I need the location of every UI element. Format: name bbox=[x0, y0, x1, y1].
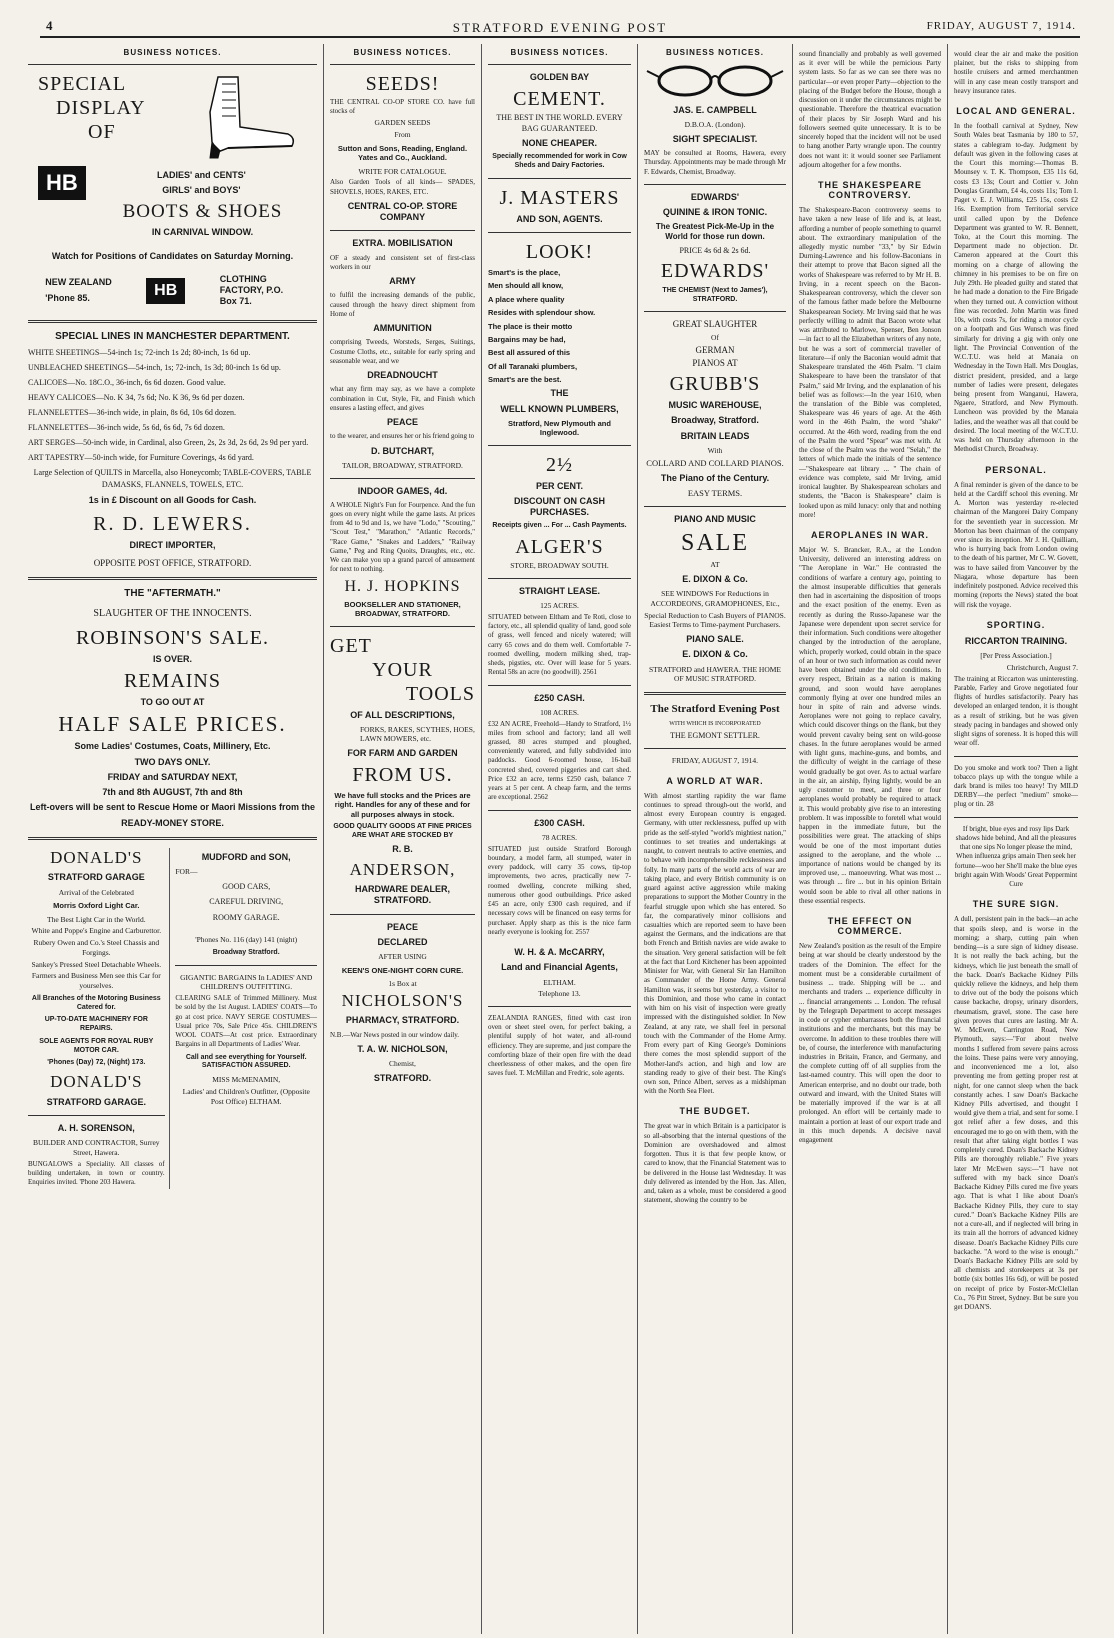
eltham: ELTHAM. bbox=[543, 977, 576, 987]
direct-importer: DIRECT IMPORTER, bbox=[129, 540, 216, 551]
mudford-ad bbox=[175, 848, 317, 1189]
sporting-title: SPORTING. bbox=[986, 619, 1046, 630]
discount: DISCOUNT ON CASH PURCHASES. bbox=[513, 495, 605, 518]
write-catalogue: WRITE FOR CATALOGUE. bbox=[358, 166, 447, 176]
two-days: TWO DAYS ONLY. bbox=[134, 756, 211, 767]
tool-list: FORKS, RAKES, SCYTHES, HOES, LAWN MOWERS, etc. bbox=[360, 724, 475, 744]
garden-seeds: GARDEN SEEDS bbox=[374, 118, 431, 128]
algers: ALGER'S bbox=[515, 536, 604, 559]
donalds-title-2: DONALD'S bbox=[50, 1072, 143, 1092]
go-out: TO GO OUT AT bbox=[140, 696, 205, 707]
masthead bbox=[40, 18, 1080, 38]
home-music: STRATFORD and HAWERA. THE HOME OF MUSIC STRATFORD. bbox=[649, 664, 781, 684]
column-3 bbox=[482, 44, 638, 1634]
girls-boys: GIRLS' and BOYS' bbox=[162, 185, 241, 196]
edwards-2: EDWARDS' bbox=[660, 259, 770, 282]
personal-title: PERSONAL. bbox=[985, 464, 1047, 475]
anderson: ANDERSON, bbox=[349, 859, 456, 879]
get: GET bbox=[330, 634, 372, 657]
dboa: D.B.O.A. (London). bbox=[684, 120, 746, 130]
verse-ad: If bright, blue eyes and rosy lips Dark shadows hide behind, And all the pleasures that one sips No longer please the mind, When influenza grips amain Then seek her fortune—woo her She'll make the blue eyes bright again With Woods' Great Peppermint Cure bbox=[954, 824, 1078, 889]
divider bbox=[644, 748, 786, 749]
carnival-window: IN CARNIVAL WINDOW. bbox=[151, 227, 254, 238]
world-text: With almost startling rapidity the war flame continues to spread through-out the world, and almost every European country is engaged. Germany, with utter recklessness, puffed up with pride as the self-styled "world's mightiest nation," continues to set treaties and undertakings at naught, to convert neutrals to active enemies, and to behave with incomprehensible recklessness and folly. In many parts of the world acts of war are taking place, and every British community is on guard against active aggression while making preparations to support the Mother Country in the fearful struggle upon which she has entered. So far, the comparatively minor collisions and casualties which are reported seem to have been against the Germans, and the indications are that both French and British navies are wide awake to the situation. Very general satisfaction will be felt at the fact that Lord Kitchener has been appointed Minister for War, with General Sir Ian Hamilton as Commander of the Home Army. General Hamilton was, it seems but yesterday, a visitor to this Dominion, and those who came in contact with him on his visit of inspection were greatly impressed with the distinguished soldier. In New Zealand, at any rate, we shall feel in personal touch with the Commander of the Home Army. From every part of King George's Dominions there comes the most splendid support of the Mother-land's action, and high and low are standing ready to give of their best. The King's own son, Prince Albert, serves as a midshipman with the North Sea Fleet. bbox=[644, 791, 786, 1096]
friday-sat: FRIDAY and SATURDAY NEXT, bbox=[107, 771, 238, 782]
acrostic-line: A place where quality bbox=[488, 294, 565, 304]
issue-date: FRIDAY, AUGUST 7, 1914. bbox=[926, 20, 1076, 32]
grubbs: GRUBB'S bbox=[669, 373, 761, 396]
son-agents: AND SON, AGENTS. bbox=[516, 213, 603, 224]
commerce-continued: would clear the air and make the position plainer, but the risks to shipping from hostile cruisers and armed merchantmen will in any case mean costly transport and heavy insurance rates. bbox=[954, 50, 1078, 95]
sight-text: MAY be consulted at Rooms, Hawera, every Thursday. Appointments may be made through Mr F. Edwards, Chemist, Broadway. bbox=[644, 149, 786, 176]
army-text-2: to fulfil the increasing demands of the public, caused through the heavy direct shipment from Home of bbox=[330, 291, 475, 318]
divider bbox=[644, 184, 786, 185]
britain-leads: BRITAIN LEADS bbox=[680, 430, 750, 441]
editorial-date: FRIDAY, AUGUST 7, 1914. bbox=[671, 755, 759, 765]
cash-250: £250 CASH. bbox=[534, 692, 585, 703]
hb-logo: HB bbox=[38, 166, 86, 200]
outfitter: Ladies' and Children's Outfitter, (Opposite Post Office) ELTHAM. bbox=[182, 1086, 310, 1106]
land-agents: Land and Financial Agents, bbox=[501, 962, 618, 973]
mccarry: W. H. & A. McCARRY, bbox=[514, 947, 605, 957]
aeroplanes-text: Major W. S. Brancker, R.A., at the London University, delivered an interesting address on "The Aeroplane in War." He contrasted the conditions of warfare a century ago, pointing to the almost insuperable difficulties that generals then had in ascertaining the disposition of troops and the exact position of the enemy. Even as recently as during the Russo-Japanese war the Japanese were dependent upon secret service for their information. Such conditions were altogether changed by the introduction of the aeroplane, which, properly worked, could obtain in the space of an hour or two such information as could never have been obtained under the old conditions. In every respect, Britain as a nation is making ground, and soon would have aeroplanes commonly flying at over one hundred miles an hour in spite of rain and adverse winds. Aeroplanes were not going to replace cavalry, which could discover things on the flank, but they would prevent cavalry being sent on wild-goose chases. In the future aeroplanes would be armed with light guns, machine-guns, and bombs, and the difficulty of weight in the carriage of these would gradually be got over. As to actual warfare in the air, an airship, flying lightly, would be an ugly customer to meet, and three or four aeroplanes would probably be required to attack it. This would probably give rise to an interesting problem. It was impossible to foretell what would happen in the immediate future, but the possibilities were great. The attacking of ships would be one of the most important duties assigned to the aeroplane, and the whole ... importance of nations would be changed by its improved use, ... manoeuvring. What was most ... was through ... fire ... but in his opinion Britain would soon be able to rival all other nations in these essential respects. bbox=[799, 546, 941, 905]
column-6 bbox=[948, 44, 1084, 1634]
column-2 bbox=[324, 44, 482, 1634]
ready-money: READY-MONEY STORE. bbox=[121, 817, 224, 828]
lewers-name: R. D. LEWERS. bbox=[93, 513, 252, 536]
mcmenamin: MISS McMENAMIN, bbox=[212, 1075, 281, 1084]
spectacles-icon bbox=[645, 61, 785, 101]
sure-sign-text: A dull, persistent pain in the back—an ache that spoils sleep, and is worse in the morning; a sharp, cutting pain when bending—is a sure sign of kidney disease. It is not really the back aching, but the kidneys, which lie just beneath the small of the back. Doan's Backache Kidney Pills quickly relieve the kidneys, and help them to drive out of the body the poisons which cause backache, dropsy, urinary disorders, rheumatism, gravel, stone. The case here given proves that cures are lasting. Mr A. W. McEwen, Carrington Road, New Plymouth, says:—"For about twelve months I suffered from severe pains across the loins. These pains were very annoying, and inconvenienced me a lot, also preventing me from getting proper rest at night, for one cannot sleep when the back constantly aches. I saw Doan's Backache Kidney Pills advertised, and thought I would give them a trial, and sent for some. I got relief after a few doses, and this encouraged me to go on with them, with the result that after taking eight bottles I was completely cured. Doan's Backache Kidney Pills are thoroughly reliable." Five years later Mr McEwen says:—"I have not suffered with my back since Doan's Backache Kidney Pills cured me five years ago. That is what I like about Doan's Backache Kidney Pills, they cure to stay cured." Doan's Backache Kidney Pills are not a cure-all, and if neglected will bring in its train all the horrors of advanced kidney disease. Doan's Backache Kidney Pills cure backache. "A word to the wise is enough." Doan's Backache Kidney Pills are sold by all chemists and storekeepers at 3s per bottle (six bottles 16s 6d), or will be posted on receipt of price by Foster-McClellan Co., 76 Pitt Street, Sydney. But be sure you get DOAN'S. bbox=[954, 915, 1078, 1312]
bottom-ads bbox=[28, 848, 317, 1189]
list-item: FLANNELETTES—36-inch wide, 5s 6d, 6s 6d, 7s 6d dozen. bbox=[28, 423, 225, 433]
divider bbox=[488, 178, 631, 179]
ammunition: AMMUNITION bbox=[373, 323, 432, 334]
divider bbox=[330, 64, 475, 65]
mudford-item: GOOD CARS, bbox=[222, 881, 271, 891]
divider bbox=[28, 577, 317, 580]
aeroplanes-title: AEROPLANES IN WAR. bbox=[810, 530, 929, 541]
shakespeare-text: The Shakespeare-Bacon controversy seems to have taken a new lease of life and is, at least, affording a number of people something to quarrel about. The extraordinary manipulation of the allegedly mystic number "33," by Sir Edwin Durning-Lawrence and his follow-Baconians in their attempt to prove that Bacon signed all the works of Shakespeare was referred to by Mr H. B. Irving, in a recent speech on the Bacon-Shakespearean controversy, which the clever son of the famous father made before the Melbourne Shakespearean Society. Mr Irving said that he was perfectly willing to admit that Bacon wrote what was attributed to Marlowe, Spenser, Ben Jonson—in fact to all the Elizabethan writers of any note, but he was a sort of commercial traveller of literature—if only the Baconian would admit that Shakespeare translated the 46th Psalm. "I claim Shakespeare to have been the translator of that Psalm," said Mr Irving, and the explanation of his belief was as follows:—In the year 1610, when the translation of the Bible was completed, Shakespeare was 46 years of age. At the 46th word in the 46th Psalm, the word "shake" occurred. At the 46th word, reading from the end of the Psalm the word "Spear" was met with. At the close of the Psalm was the word "Selah," the letters of which made the initials of the sentence—"Shakespeare eat library ... " The chain of evidence was complete, said Mr Irving, amid ironical laughter. By Shakespearean scholars and students, the "Bacon is Shakespeare" claim is looked upon as mild lunacy: only that and nothing more! bbox=[799, 206, 941, 519]
clothing-factory: CLOTHING FACTORY, P.O. Box 71. bbox=[219, 273, 284, 307]
box: 1s Box at bbox=[388, 979, 417, 989]
peace-text: to the wearer, and ensures her or his friend going to bbox=[330, 432, 475, 441]
golden-bay: GOLDEN BAY bbox=[529, 72, 590, 82]
divider bbox=[330, 626, 475, 627]
list-item: ART TAPESTRY—50-inch wide, for Furniture Coverings, 4s 6d yard. bbox=[28, 453, 254, 463]
bookseller: BOOKSELLER AND STATIONER, BROADWAY, STRATFORD. bbox=[344, 599, 461, 619]
divider bbox=[488, 685, 631, 686]
sale-dates: 7th and 8th AUGUST, 7th and 8th bbox=[102, 787, 243, 798]
acrostic-line: Of all Taranaki plumbers, bbox=[488, 361, 578, 371]
dreadnought: DREADNOUCHT bbox=[367, 370, 438, 381]
from: From bbox=[394, 130, 411, 140]
rb: R. B. bbox=[392, 844, 413, 855]
century: The Piano of the Century. bbox=[660, 472, 770, 483]
donalds-garage: STRATFORD GARAGE bbox=[47, 872, 145, 883]
boots-ad bbox=[28, 72, 317, 162]
declared: DECLARED bbox=[377, 936, 428, 947]
great-slaughter: GREAT SLAUGHTER bbox=[672, 319, 758, 330]
acrostic-line: Bargains may be had, bbox=[488, 334, 566, 344]
mudford-address: Broadway Stratford. bbox=[212, 948, 280, 956]
remains: REMAINS bbox=[123, 669, 221, 692]
see-windows: SEE WINDOWS For Reductions in ACCORDEONS, GRAMOPHONES, Etc., bbox=[650, 589, 780, 608]
quinine: QUININE & IRON TONIC. bbox=[662, 207, 768, 218]
boots-shoes: BOOTS & SHOES bbox=[122, 200, 283, 222]
percent: 2½ bbox=[546, 453, 573, 476]
pharmacy: PHARMACY, STRATFORD. bbox=[345, 1015, 460, 1026]
nz-label: NEW ZEALAND bbox=[45, 277, 112, 288]
acres-78: 78 ACRES. bbox=[541, 832, 577, 842]
text-78: SITUATED just outside Stratford Borough boundary, a model farm, all stumped, water in every paddock, will carry 35 cows, tip-top improvements, two acres, practically new 7-roomed dwelling, concrete milking shed, numerous other good outbuildings. Price asked £45 an acre, only £300 cash required, and if necessary cows will be financed on easy terms for purchaser. Apply sharp as this is the nice farm nearly everyone is looking for. 2557 bbox=[488, 844, 631, 936]
car-item: UP-TO-DATE MACHINERY FOR REPAIRS. bbox=[44, 1016, 148, 1033]
best-world: THE BEST IN THE WORLD. EVERY BAG GUARANTEED. bbox=[496, 113, 623, 133]
manchester-lines bbox=[28, 347, 317, 506]
acres-125: 125 ACRES. bbox=[540, 601, 579, 611]
butchart: D. BUTCHART, bbox=[371, 445, 434, 456]
ladies-costumes: Some Ladies' Costumes, Coats, Millinery, Etc. bbox=[74, 741, 271, 752]
column-header: BUSINESS NOTICES. bbox=[666, 48, 764, 57]
special-reduction: Special Reduction to Cash Buyers of PIANOS. Easiest Terms to Time-payment Purchasers. bbox=[644, 610, 786, 630]
with: With bbox=[707, 445, 723, 455]
peace-2: PEACE bbox=[386, 921, 418, 932]
nz-clothing bbox=[28, 270, 317, 312]
budget-continued: sound financially and probably as well governed as it ever will be while the pernicious Party system lasts. So far as we can see there was no particular—or even proper Party—objection to the placing of the Budget before the House, though a discussion on it under the circumstances might be questionable. Therefore the theatrical evacuation of their places by Sir Joseph Ward and his followers seemed quite unnecessary. It is to be sincerely hoped that the incident will not be used to hang another Party wrangle upon. The country does not want it: it would sooner see Parliament adjourn altogether for a few months. bbox=[799, 50, 941, 169]
list-item: FLANNELETTES—36-inch wide, in plain, 8s 6d, 10s 6d dozen. bbox=[28, 408, 236, 418]
music-warehouse: MUSIC WAREHOUSE, bbox=[668, 400, 762, 411]
sorenson: A. H. SORENSON, bbox=[57, 1122, 135, 1133]
acrostic bbox=[488, 268, 631, 384]
piano-sale: PIANO SALE. bbox=[686, 634, 744, 645]
divider bbox=[488, 578, 631, 579]
car-item: 'Phones (Day) 72, (Night) 173. bbox=[47, 1059, 146, 1067]
stratford: STRATFORD. bbox=[373, 1072, 432, 1083]
egmont-settler: THE EGMONT SETTLER. bbox=[670, 730, 760, 740]
riccarton-text: The training at Riccarton was uninteresting. Parable, Farley and Grove negotiated four flights of hurdles satisfactorily. Peary has developed an enlarged tendon, it is thought as a result of striking, but he was given steady pacing in bandages and showed only slight signs of soreness. It is hoped this will wear off. bbox=[954, 674, 1078, 748]
peace: PEACE bbox=[386, 417, 418, 428]
cash-300: £300 CASH. bbox=[534, 817, 585, 828]
campbell: JAS. E. CAMPBELL bbox=[673, 105, 757, 115]
divider bbox=[644, 311, 786, 312]
discount-line: 1s in £ Discount on all Goods for Cash. bbox=[88, 495, 257, 506]
tailor: TAILOR, BROADWAY, STRATFORD. bbox=[342, 460, 463, 470]
sep-title: The Stratford Evening Post bbox=[650, 703, 780, 716]
per-cent: PER CENT. bbox=[535, 480, 583, 491]
riccarton-title: RICCARTON TRAINING. bbox=[964, 635, 1068, 646]
column-header: BUSINESS NOTICES. bbox=[353, 48, 452, 57]
mudford-phone: 'Phones No. 116 (day) 141 (night) bbox=[195, 935, 298, 945]
text-108: £32 AN ACRE, Freehold—Handy to Stratford, 1½ miles from school and factory; land all well grassed, 80 acres stumped and ploughed, conveniently watered, and fully subdivided into paddocks. Good 6-roomed house, 16-bail concreted shed, covered piggeries and cart shed. Price £32 an acre, terms £250 cash, balance 7 years at 5 per cent. A cheap farm, and the terms are exceptional. 2562 bbox=[488, 719, 631, 802]
commerce-title: THE EFFECT ON COMMERCE. bbox=[827, 916, 913, 937]
stocks: We have full stocks and the Prices are right. Handles for any of these and for all purposes always in stock. bbox=[334, 790, 471, 819]
shakespeare-title: THE SHAKESPEARE CONTROVERSY. bbox=[817, 180, 922, 201]
sight-specialist: SIGHT SPECIALIST. bbox=[672, 134, 758, 144]
pianos-at: PIANOS AT bbox=[692, 358, 738, 369]
is-over: IS OVER. bbox=[152, 653, 192, 664]
phone-label: 'Phone 85. bbox=[45, 292, 90, 303]
special-line-2: DISPLAY bbox=[56, 97, 146, 119]
lines-title: SPECIAL LINES IN MANCHESTER DEPARTMENT. bbox=[55, 330, 290, 342]
mudford-for: FOR— bbox=[175, 867, 198, 877]
dixon: E. DIXON & Co. bbox=[682, 573, 748, 584]
car-item: Sankey's Pressed Steel Detachable Wheels. bbox=[31, 959, 162, 969]
satisfaction: Call and see everything for Yourself. SATISFACTION ASSURED. bbox=[185, 1053, 307, 1070]
aftermath: THE "AFTERMATH." bbox=[124, 588, 221, 600]
straight-lease: STRAIGHT LEASE. bbox=[518, 585, 600, 596]
donalds-garage-2: STRATFORD GARAGE. bbox=[46, 1096, 146, 1107]
car-item: Farmers and Business Men see this Car for yourselves. bbox=[31, 971, 161, 991]
divider bbox=[28, 1115, 165, 1116]
special-line-3: OF bbox=[88, 121, 116, 143]
easy-terms: EASY TERMS. bbox=[687, 487, 743, 498]
acrostic-line: Best all assured of this bbox=[488, 348, 571, 358]
press-assoc: [Per Press Association.] bbox=[980, 651, 1052, 661]
keens: KEEN'S ONE-NIGHT CORN CURE. bbox=[341, 965, 464, 975]
car-item: White and Poppe's Engine and Carburettor. bbox=[31, 926, 162, 936]
divider bbox=[954, 817, 1078, 818]
newspaper-title: STRATFORD EVENING POST bbox=[452, 20, 668, 35]
list-item: ART SERGES—50-inch wide, in Cardinal, also Green, 2s, 2s 3d, 2s 6d, 2s 9d per yard. bbox=[28, 438, 309, 448]
hb-block bbox=[28, 166, 317, 201]
car-item: All Branches of the Motoring Business Catered for. bbox=[31, 994, 161, 1011]
mudford-title: MUDFORD and SON, bbox=[201, 851, 291, 862]
divider bbox=[644, 692, 786, 695]
zealandia: ZEALANDIA RANGES, fitted with cast iron oven or sheet steel oven, for perfect baking, a plentiful supply of hot water, and all-round efficiency. They are supreme, and just compare the comforting blaze of their open fire with the dead cheerlessness of other makes, and the open fire saves fuel. T. McMillan and Fredric, sole agents. bbox=[488, 1014, 631, 1078]
builder: BUILDER AND CONTRACTOR, Surrey Street, Hawera. bbox=[33, 1138, 160, 1157]
price: PRICE 4s 6d & 2s 6d. bbox=[679, 246, 751, 256]
of: Of bbox=[711, 333, 719, 343]
car-item: SOLE AGENTS FOR ROYAL RUBY MOTOR CAR. bbox=[39, 1037, 154, 1054]
masters: J. MASTERS bbox=[499, 186, 620, 209]
quality: GOOD QUALITY GOODS AT FINE PRICES ARE WHAT ARE STOCKED BY bbox=[333, 822, 472, 839]
receipts: Receipts given ... For ... Cash Payments. bbox=[492, 522, 627, 530]
divider bbox=[954, 756, 1078, 757]
your: YOUR bbox=[372, 658, 433, 681]
local-general-title: LOCAL AND GENERAL. bbox=[956, 106, 1076, 117]
recommended: Specially recommended for work in Cow Sheds and Dairy Factories. bbox=[492, 153, 627, 170]
hardware: HARDWARE DEALER, STRATFORD. bbox=[354, 884, 450, 906]
ammo-text: comprising Tweeds, Worsteds, Serges, Suitings, Costume Cloths, etc., suitable for early spring and seasonable wear, and we bbox=[330, 338, 475, 365]
divider bbox=[488, 1006, 631, 1007]
list-item: CALICOES—No. 18C.O., 36-inch, 6s 6d dozen. Good value. bbox=[28, 378, 226, 388]
opposite-post: OPPOSITE POST OFFICE, STRATFORD. bbox=[93, 557, 252, 568]
descriptions: OF ALL DESCRIPTIONS, bbox=[350, 709, 455, 720]
none-cheaper: NONE CHEAPER. bbox=[521, 138, 597, 149]
column-1 bbox=[22, 44, 324, 1634]
farm-garden: FOR FARM AND GARDEN bbox=[347, 747, 458, 758]
local-text: In the football carnival at Sydney, New South Wales beat Tasmania by 180 to 57, states a cablegram to-day. Judgment by default was given in the following cases at the Court this morning:—Thomas B. Mounsey v. T. K. Thompson, £35 11s 6d, costs £3 13s; Court and Cottier v. John Douglas Grantham, £4 4s, costs 11s; Tom I. Paget v. E. J. Williams, £25 15s, costs £2 16s. Exemption from Territorial service until called upon by the Defence Department was granted to W. R. Bennett, Toko, at the Court this morning. The Department made no objection. Dr. Cameron appeared at the Court this morning on a charge of allowing the chimney in his premises to be on fire on July 29th. He pleaded guilty and stated that he had made a donation to the Fire Brigade when they turned out. A conviction without fine was recorded. John Martin was fined 10s, with costs 7s, for riding a motor cycle on a footpath and Gus Wunsch was fined similarly for driving a gig with only one light. The Provincial Convention of the W.C.T.U. was held at Manaia on Wednesday in the Town Hall. Mrs Douglas, district president, presided, and a large number of ladies were present, delegates being present from Wanganui, Hawera, Ngaere, Stratford, and New Plymouth. Luncheon was provided by the Manaia ladies, and the weather was all that could be desired. The local meeting of the W.C.T.U. was held on Thursday afternoon in the Methodist Church, Broadway. bbox=[954, 122, 1078, 454]
plumbers-address: Stratford, New Plymouth and Inglewood. bbox=[508, 418, 611, 438]
budget-text: The great war in which Britain is a participator is so all-absorbing that the internal questions of the Dominion are overshadowed and almost forgotten. Thus it is that few people know, or cared to know, that the Financial Statement was to be delivered in the House last Wednesday. It was duly delivered as intended by the Hon. Jas. Allen, and, taken as a whole, must be considered a good statement, showing the country to be bbox=[644, 1122, 786, 1205]
the: THE bbox=[550, 388, 569, 399]
acrostic-line: The place is their motto bbox=[488, 321, 573, 331]
divider bbox=[330, 914, 475, 915]
extra-mobilisation: EXTRA. MOBILISATION bbox=[352, 238, 453, 249]
world-at-war: A WORLD AT WAR. bbox=[666, 775, 764, 786]
hb-logo-small: HB bbox=[146, 278, 185, 304]
column-4 bbox=[638, 44, 793, 1634]
piano-music: PIANO AND MUSIC bbox=[674, 514, 756, 524]
leftovers: Left-overs will be sent to Rescue Home or Maori Missions from the bbox=[29, 802, 316, 813]
acres-108: 108 ACRES. bbox=[540, 707, 579, 717]
donalds-ad bbox=[28, 848, 170, 1189]
at: AT bbox=[710, 560, 720, 570]
dixon-2: E. DIXON & Co. bbox=[682, 649, 748, 660]
slaughter: SLAUGHTER OF THE INNOCENTS. bbox=[93, 607, 252, 619]
chemist: Chemist, bbox=[389, 1059, 416, 1069]
gigantic: GIGANTIC BARGAINS In LADIES' AND CHILDREN'S OUTFITTING. bbox=[180, 972, 313, 992]
broadway: Broadway, Stratford. bbox=[671, 415, 759, 426]
divider bbox=[488, 445, 631, 446]
commerce-text: New Zealand's position as the result of the Empire being at war should be clearly understood by the traders of the Dominion. The effect for the moment must be a considerable curtailment of business ... trade. Shipping will be ... and merchants and traders ... experience difficulty in ... financial arrangements ... London. The refusal by the Telegraph Department to accept messages in code or cypher embarrasses both the financial institutions and the merchants, but this may be overcome. In addition to these troubles there will be, of course, the interference with manufacturing industries in Britain, France, and Germany, and the complete cutting off of all supplies from the last-named country. This will open the door to American enterprise, and no doubt our trade, both outward and inward, with the United States will be materially improved if the war is at all prolonged. An effort will be certainly made to maintain a portion at least of our export trade and in this much depends. A decisive naval engagement bbox=[799, 942, 941, 1145]
after-using: AFTER USING bbox=[378, 952, 427, 962]
look: LOOK! bbox=[525, 241, 594, 264]
divider bbox=[644, 506, 786, 507]
donalds-title: DONALD'S bbox=[50, 847, 143, 867]
collard: COLLARD AND COLLARD PIANOS. bbox=[646, 457, 784, 468]
robinson-sale: ROBINSON'S SALE. bbox=[76, 626, 269, 649]
from-us: FROM US. bbox=[352, 763, 453, 786]
hopkins: H. J. HOPKINS bbox=[344, 577, 461, 595]
half-sale: HALF SALE PRICES. bbox=[58, 712, 287, 737]
list-item: HEAVY CALICOES—No. K 34, 7s 6d; No. K 36, 9s 6d per dozen. bbox=[28, 393, 245, 403]
garden-tools: Also Garden Tools of all kinds— SPADES, SHOVELS, HOES, RAKES, ETC. bbox=[330, 178, 475, 196]
column-header: BUSINESS NOTICES. bbox=[123, 48, 222, 57]
ladies-cents: LADIES' and CENTS' bbox=[156, 170, 246, 180]
store: STORE, BROADWAY SOUTH. bbox=[510, 561, 609, 571]
divider bbox=[175, 965, 317, 966]
personal-text: A final reminder is given of the dance to be held at the Cardiff school this evening. Mr A. Morton was yesterday re-elected chairman of the Mangorei Dairy Company for the seventieth year in succession. Mr Morton has been chairman of the company ever since its inception. Mr J. H. Quilliam, who is hurrying back from London owing to the death of his partner, Mr C. W. Govett, was to have sailed from Vancouver by the Niagara, whose departure has been indefinitely postponed. Advice received this morning (reports the News) stated the boat will risk the voyage. bbox=[954, 480, 1078, 609]
sale: SALE bbox=[681, 530, 749, 557]
morris: Morris Oxford Light Car. bbox=[53, 901, 140, 911]
christchurch-date: Christchurch, August 7. bbox=[1006, 662, 1078, 672]
divider bbox=[28, 320, 317, 323]
car-item: Rubery Owen and Co.'s Steel Chassis and Forgings. bbox=[33, 938, 160, 957]
acrostic-line: Smart's is the place, bbox=[488, 268, 561, 278]
watch-notice: Watch for Positions of Candidates on Saturday Morning. bbox=[51, 250, 294, 261]
nicholsons: NICHOLSON'S bbox=[341, 990, 464, 1010]
coop-text: THE CENTRAL CO-OP STORE CO. have full stocks of bbox=[330, 98, 475, 116]
special-line-1: SPECIAL bbox=[38, 73, 127, 95]
nicholson-name: T. A. W. NICHOLSON, bbox=[357, 1043, 448, 1054]
acrostic-line: Smart's are the best. bbox=[488, 375, 562, 385]
car-item: The Best Light Car in the World. bbox=[46, 914, 146, 924]
column-5 bbox=[793, 44, 948, 1634]
dread-text: what any firm may say, as we have a complete combination in Cut, Style, Fit, and Finish which ensures a lasting effect, and gives bbox=[330, 385, 475, 412]
column-header: BUSINESS NOTICES. bbox=[510, 48, 609, 57]
plumbers: WELL KNOWN PLUMBERS, bbox=[500, 403, 619, 414]
mudford-item: CAREFUL DRIVING, bbox=[209, 897, 284, 907]
divider bbox=[488, 64, 631, 65]
nb-text: N.B.—War News posted in our window daily. bbox=[330, 1030, 460, 1039]
chemist-james: THE CHEMIST (Next to James'), STRATFORD. bbox=[662, 286, 768, 303]
page-number: 4 bbox=[46, 18, 53, 33]
games-text: A WHOLE Night's Fun for Fourpence. And the fun goes on every night while the game lasts. At prices from 4d to 9d and 1s, we have "Lodo," "Scouting," "Scout Test," "Marathon," "Atlantic Records," "Race Game," "Snakes and Ladders," "Railway Game," Peg and Ring Quoits, Draughts, etc., etc. We can make you up a grand parcel of amusement for next to nothing. bbox=[330, 500, 475, 574]
sutton: Sutton and Sons, Reading, England. Yates and Co., Auckland. bbox=[337, 143, 468, 163]
divider bbox=[330, 478, 475, 479]
list-item: WHITE SHEETINGS—54-inch 1s; 72-inch 1s 2d; 80-inch, 1s 6d up. bbox=[28, 348, 251, 358]
acrostic-line: Men should all know, bbox=[488, 281, 564, 291]
cement: CEMENT. bbox=[513, 88, 606, 111]
tools: TOOLS bbox=[405, 682, 475, 705]
army-text: OF a steady and consistent set of first-class workers in our bbox=[330, 253, 475, 271]
telephone: Telephone 13. bbox=[538, 989, 581, 999]
divider bbox=[28, 64, 317, 65]
shoe-illustration bbox=[188, 72, 298, 162]
sure-sign-title: THE SURE SIGN. bbox=[972, 899, 1060, 910]
the-budget: THE BUDGET. bbox=[679, 1106, 751, 1117]
divider bbox=[330, 230, 475, 231]
divider bbox=[28, 837, 317, 840]
list-item: Large Selection of QUILTS in Marcella, also Honeycomb; TABLE-COVERS, TABLE DAMASKS, FLANNELS, TOWELS, ETC. bbox=[33, 468, 312, 490]
lease-text: SITUATED between Eltham and Te Roti, close to factory, etc., all splendid quality of land, good sole of grass, well fenced and nicely watered; will carry 65 cows and do them well. Comfortable 7-roomed dwelling, modern milking shed, trap-sheds, pigsties, etc. Over will lease for 5 years. Rental 58s an acre (no goodwill). 2561 bbox=[488, 612, 631, 677]
indoor-games: INDOOR GAMES, 4d. bbox=[357, 485, 448, 496]
german: GERMAN bbox=[695, 344, 735, 355]
acrostic-line: Resides with splendour show. bbox=[488, 308, 596, 318]
greatest: The Greatest Pick-Me-Up in the World for those run down. bbox=[655, 222, 775, 242]
mudford-item: ROOMY GARAGE. bbox=[212, 912, 280, 922]
bungalows: BUNGALOWS a Speciality. All classes of building undertaken, in town or country. Enquiries invited. 'Phone 203 Hawera. bbox=[28, 1159, 165, 1187]
clearing-sale: CLEARING SALE of Trimmed Millinery. Must be sold by the 1st August. LADIES' COATS—To go at cost price. NAVY SERGE COSTUMES—Usual price 70s, Sale Price 45s. CHILDREN'S WOOL COATS—At cost price. Extraordinary Bargains in all Departments of Ladies' Wear. bbox=[175, 994, 317, 1049]
divider bbox=[488, 232, 631, 233]
edwards: EDWARDS' bbox=[690, 191, 740, 202]
divider bbox=[488, 810, 631, 811]
army: ARMY bbox=[389, 276, 416, 287]
seeds-title: SEEDS! bbox=[365, 73, 440, 95]
incorporated: WITH WHICH IS INCORPORATED bbox=[669, 720, 761, 727]
list-item: UNBLEACHED SHEETINGS—54-inch, 1s; 72-inch, 1s 3d; 80-inch 1s 6d up. bbox=[28, 363, 281, 373]
central-coop: CENTRAL CO-OP. STORE COMPANY bbox=[347, 200, 458, 223]
tobacco-ad: Do you smoke and work too? Then a light tobacco plays up with the tongue while a dark brand is miles too heavy! Try MILD DERBY—the perfect "medium" smoke—plug or tin. 28 bbox=[954, 763, 1078, 809]
arrival: Arrival of the Celebrated bbox=[58, 887, 134, 897]
